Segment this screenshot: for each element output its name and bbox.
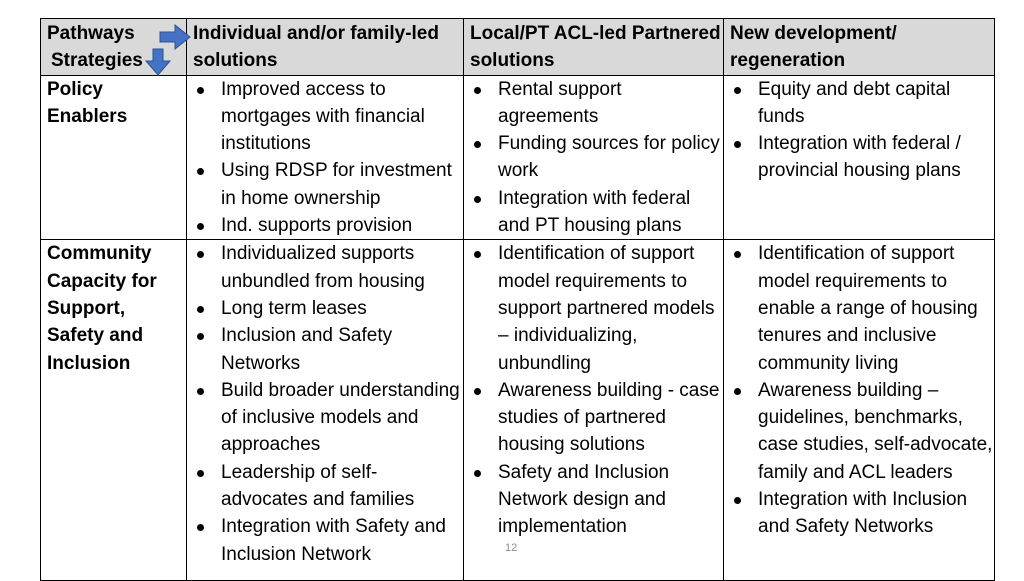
list-item: Improved access to mortgages with financial institutions — [193, 76, 463, 158]
policy-enablers-row — [41, 75, 995, 240]
arrow-right-icon — [159, 24, 191, 50]
policy-enablers-col2 — [464, 75, 724, 240]
list-item: Safety and Inclusion Network design and implementation — [470, 459, 723, 541]
list-item: Using RDSP for investment in home ownership — [193, 157, 463, 212]
header-local-pt-acl-led: Local/PT ACL-led Partnered solutions — [464, 19, 724, 76]
community-capacity-col3 — [724, 240, 995, 581]
header-individual-family-led: Individual and/or family-led solutions — [187, 19, 464, 76]
list-item: Integration with federal / provincial housing plans — [730, 130, 994, 185]
list-item: Build broader understanding of inclusive models and approaches — [193, 377, 463, 459]
header-row — [41, 19, 995, 76]
header-pathways-label: Pathways — [47, 23, 135, 44]
list-item: Individualized supports unbundled from housing — [193, 240, 463, 295]
list-item: Awareness building - case studies of partnered housing solutions — [470, 377, 723, 459]
list-item: Leadership of self-advocates and families — [193, 459, 463, 514]
arrow-down-icon — [145, 48, 171, 76]
community-capacity-col2 — [464, 240, 724, 581]
pathways-strategies-table — [40, 18, 995, 581]
list-item: Identification of support model requirements to enable a range of housing tenures and inclusive community living — [730, 240, 994, 376]
header-new-development-line1: New development/ — [730, 23, 897, 44]
row-label-policy-enablers: Policy Enablers — [41, 75, 187, 240]
community-capacity-row — [41, 240, 995, 581]
list-item: Ind. supports provision — [193, 212, 463, 239]
row-label-community-capacity: Community Capacity for Support, Safety and Inclusion — [41, 240, 187, 581]
list-item: Awareness building – guidelines, benchmarks, case studies, self-advocate, family and ACL leaders — [730, 377, 994, 486]
header-new-development — [724, 19, 995, 76]
header-strategies-label: Strategies — [51, 50, 143, 72]
list-item: Equity and debt capital funds — [730, 76, 994, 131]
list-item: Funding sources for policy work — [470, 130, 723, 185]
list-item: Integration with Safety and Inclusion Network — [193, 513, 463, 568]
list-item: Identification of support model requirements to support partnered models – individualizing, unbundling — [470, 240, 723, 376]
page-number: 12 — [505, 542, 518, 554]
list-item: Inclusion and Safety Networks — [193, 322, 463, 377]
community-capacity-col1 — [187, 240, 464, 581]
header-pathways-strategies — [41, 19, 187, 76]
list-item: Long term leases — [193, 295, 463, 322]
list-item: Integration with federal and PT housing plans — [470, 185, 723, 240]
list-item: Rental support agreements — [470, 76, 723, 131]
list-item: Integration with Inclusion and Safety Networks — [730, 486, 994, 541]
policy-enablers-col3 — [724, 75, 995, 240]
header-new-development-line2: regeneration — [730, 50, 846, 72]
policy-enablers-col1 — [187, 75, 464, 240]
